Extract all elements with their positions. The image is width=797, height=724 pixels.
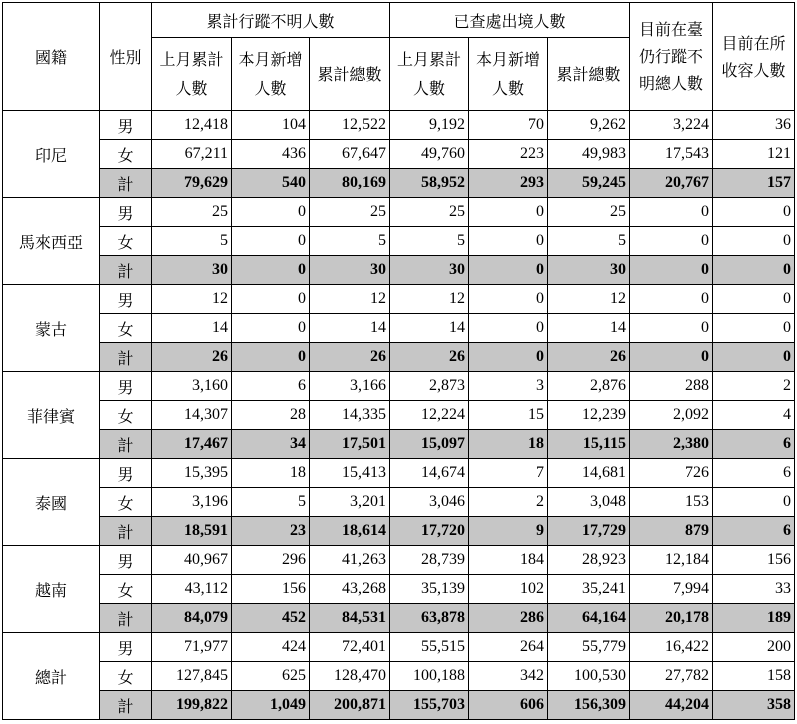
still-missing-cell: 20,178: [630, 604, 713, 633]
nationality-cell: 越南: [3, 546, 100, 633]
still-missing-cell: 2,092: [630, 401, 713, 430]
table-row: [3, 459, 795, 488]
departed-this-month-cell: 223: [469, 140, 548, 169]
departed-this-month-cell: 2: [469, 488, 548, 517]
still-missing-cell: 0: [630, 256, 713, 285]
departed-prev-month-cell: 14: [390, 314, 469, 343]
table-row: [3, 604, 795, 633]
sex-cell: 男: [100, 459, 152, 488]
missing-prev-month-cell: 17,467: [152, 430, 232, 459]
detained-cell: 157: [713, 169, 795, 198]
missing-cumulative-cell: 72,401: [310, 633, 390, 662]
departed-cumulative-cell: 100,530: [548, 662, 630, 691]
missing-cumulative-cell: 14,335: [310, 401, 390, 430]
missing-prev-month-cell: 14,307: [152, 401, 232, 430]
sex-cell: 男: [100, 633, 152, 662]
still-missing-cell: 0: [630, 227, 713, 256]
missing-cumulative-cell: 26: [310, 343, 390, 372]
still-missing-cell: 0: [630, 285, 713, 314]
table-row: [3, 111, 795, 140]
header-departed-this-month: 本月新增人數: [469, 38, 548, 111]
departed-this-month-cell: 342: [469, 662, 548, 691]
departed-prev-month-cell: 26: [390, 343, 469, 372]
departed-prev-month-cell: 17,720: [390, 517, 469, 546]
detained-cell: 33: [713, 575, 795, 604]
still-missing-cell: 17,543: [630, 140, 713, 169]
departed-this-month-cell: 0: [469, 256, 548, 285]
table-body: [3, 111, 795, 720]
nationality-cell: 印尼: [3, 111, 100, 198]
table-row: [3, 227, 795, 256]
table-row: [3, 401, 795, 430]
sex-cell: 男: [100, 285, 152, 314]
header-departed-prev-month: 上月累計人數: [390, 38, 469, 111]
detained-cell: 189: [713, 604, 795, 633]
sex-cell: 男: [100, 111, 152, 140]
still-missing-cell: 0: [630, 314, 713, 343]
departed-prev-month-cell: 155,703: [390, 691, 469, 720]
detained-cell: 0: [713, 343, 795, 372]
departed-prev-month-cell: 100,188: [390, 662, 469, 691]
missing-cumulative-cell: 25: [310, 198, 390, 227]
missing-this-month-cell: 0: [232, 285, 310, 314]
departed-cumulative-cell: 26: [548, 343, 630, 372]
missing-this-month-cell: 104: [232, 111, 310, 140]
departed-cumulative-cell: 5: [548, 227, 630, 256]
departed-prev-month-cell: 25: [390, 198, 469, 227]
missing-cumulative-cell: 5: [310, 227, 390, 256]
sex-cell: 女: [100, 575, 152, 604]
departed-cumulative-cell: 3,048: [548, 488, 630, 517]
departed-this-month-cell: 18: [469, 430, 548, 459]
sex-cell: 男: [100, 546, 152, 575]
missing-prev-month-cell: 199,822: [152, 691, 232, 720]
detained-cell: 0: [713, 314, 795, 343]
missing-cumulative-cell: 14: [310, 314, 390, 343]
table-row: [3, 140, 795, 169]
detained-cell: 4: [713, 401, 795, 430]
missing-prev-month-cell: 26: [152, 343, 232, 372]
departed-cumulative-cell: 14: [548, 314, 630, 343]
detained-cell: 200: [713, 633, 795, 662]
departed-prev-month-cell: 55,515: [390, 633, 469, 662]
missing-cumulative-cell: 41,263: [310, 546, 390, 575]
departed-this-month-cell: 0: [469, 227, 548, 256]
header-missing-this-month: 本月新增人數: [232, 38, 310, 111]
missing-cumulative-cell: 12: [310, 285, 390, 314]
departed-cumulative-cell: 12: [548, 285, 630, 314]
header-detained: 目前在所收容人數: [713, 3, 795, 111]
missing-this-month-cell: 0: [232, 198, 310, 227]
sex-cell: 女: [100, 227, 152, 256]
still-missing-cell: 16,422: [630, 633, 713, 662]
departed-prev-month-cell: 28,739: [390, 546, 469, 575]
detained-cell: 0: [713, 488, 795, 517]
missing-prev-month-cell: 14: [152, 314, 232, 343]
sex-cell: 女: [100, 314, 152, 343]
missing-this-month-cell: 1,049: [232, 691, 310, 720]
departed-this-month-cell: 7: [469, 459, 548, 488]
missing-cumulative-cell: 12,522: [310, 111, 390, 140]
missing-cumulative-cell: 3,201: [310, 488, 390, 517]
table-row: [3, 488, 795, 517]
sex-cell: 女: [100, 488, 152, 517]
missing-prev-month-cell: 3,160: [152, 372, 232, 401]
still-missing-cell: 288: [630, 372, 713, 401]
table-row: [3, 517, 795, 546]
detained-cell: 0: [713, 256, 795, 285]
missing-cumulative-cell: 17,501: [310, 430, 390, 459]
departed-cumulative-cell: 59,245: [548, 169, 630, 198]
missing-this-month-cell: 23: [232, 517, 310, 546]
table-row: [3, 169, 795, 198]
detained-cell: 358: [713, 691, 795, 720]
still-missing-cell: 27,782: [630, 662, 713, 691]
departed-prev-month-cell: 9,192: [390, 111, 469, 140]
missing-prev-month-cell: 30: [152, 256, 232, 285]
departed-this-month-cell: 70: [469, 111, 548, 140]
departed-prev-month-cell: 3,046: [390, 488, 469, 517]
table-row: [3, 575, 795, 604]
table-row: [3, 314, 795, 343]
detained-cell: 6: [713, 459, 795, 488]
missing-prev-month-cell: 84,079: [152, 604, 232, 633]
sex-cell: 男: [100, 198, 152, 227]
missing-this-month-cell: 540: [232, 169, 310, 198]
sex-cell: 計: [100, 604, 152, 633]
missing-this-month-cell: 0: [232, 256, 310, 285]
departed-this-month-cell: 0: [469, 343, 548, 372]
departed-prev-month-cell: 2,873: [390, 372, 469, 401]
still-missing-cell: 44,204: [630, 691, 713, 720]
departed-cumulative-cell: 9,262: [548, 111, 630, 140]
departed-prev-month-cell: 12,224: [390, 401, 469, 430]
departed-cumulative-cell: 28,923: [548, 546, 630, 575]
missing-cumulative-cell: 200,871: [310, 691, 390, 720]
sex-cell: 女: [100, 140, 152, 169]
missing-prev-month-cell: 43,112: [152, 575, 232, 604]
sex-cell: 計: [100, 343, 152, 372]
missing-prev-month-cell: 25: [152, 198, 232, 227]
departed-cumulative-cell: 49,983: [548, 140, 630, 169]
missing-prev-month-cell: 18,591: [152, 517, 232, 546]
table-row: [3, 198, 795, 227]
header-still-missing: 目前在臺仍行蹤不明總人數: [630, 3, 713, 111]
nationality-cell: 蒙古: [3, 285, 100, 372]
missing-cumulative-cell: 15,413: [310, 459, 390, 488]
departed-cumulative-cell: 30: [548, 256, 630, 285]
sex-cell: 計: [100, 517, 152, 546]
departed-this-month-cell: 9: [469, 517, 548, 546]
table-row: [3, 372, 795, 401]
table-row: [3, 691, 795, 720]
missing-prev-month-cell: 15,395: [152, 459, 232, 488]
missing-prev-month-cell: 3,196: [152, 488, 232, 517]
departed-prev-month-cell: 63,878: [390, 604, 469, 633]
departed-this-month-cell: 264: [469, 633, 548, 662]
detained-cell: 2: [713, 372, 795, 401]
still-missing-cell: 12,184: [630, 546, 713, 575]
departed-cumulative-cell: 156,309: [548, 691, 630, 720]
missing-prev-month-cell: 67,211: [152, 140, 232, 169]
missing-cumulative-cell: 3,166: [310, 372, 390, 401]
departed-this-month-cell: 3: [469, 372, 548, 401]
table-row: [3, 285, 795, 314]
sex-cell: 女: [100, 662, 152, 691]
missing-this-month-cell: 0: [232, 343, 310, 372]
departed-prev-month-cell: 14,674: [390, 459, 469, 488]
detained-cell: 121: [713, 140, 795, 169]
departed-cumulative-cell: 55,779: [548, 633, 630, 662]
departed-cumulative-cell: 25: [548, 198, 630, 227]
header-sex: 性別: [100, 3, 152, 111]
detained-cell: 158: [713, 662, 795, 691]
nationality-cell: 馬來西亞: [3, 198, 100, 285]
departed-this-month-cell: 0: [469, 285, 548, 314]
still-missing-cell: 3,224: [630, 111, 713, 140]
still-missing-cell: 153: [630, 488, 713, 517]
sex-cell: 女: [100, 401, 152, 430]
departed-this-month-cell: 15: [469, 401, 548, 430]
departed-this-month-cell: 184: [469, 546, 548, 575]
detained-cell: 6: [713, 517, 795, 546]
missing-this-month-cell: 625: [232, 662, 310, 691]
still-missing-cell: 20,767: [630, 169, 713, 198]
missing-this-month-cell: 34: [232, 430, 310, 459]
missing-this-month-cell: 6: [232, 372, 310, 401]
still-missing-cell: 7,994: [630, 575, 713, 604]
missing-cumulative-cell: 84,531: [310, 604, 390, 633]
departed-this-month-cell: 102: [469, 575, 548, 604]
missing-prev-month-cell: 79,629: [152, 169, 232, 198]
departed-prev-month-cell: 5: [390, 227, 469, 256]
detained-cell: 6: [713, 430, 795, 459]
detained-cell: 0: [713, 227, 795, 256]
nationality-cell: 菲律賓: [3, 372, 100, 459]
departed-cumulative-cell: 17,729: [548, 517, 630, 546]
missing-prev-month-cell: 5: [152, 227, 232, 256]
header-nationality: 國籍: [3, 3, 100, 111]
departed-prev-month-cell: 15,097: [390, 430, 469, 459]
missing-this-month-cell: 424: [232, 633, 310, 662]
missing-cumulative-cell: 43,268: [310, 575, 390, 604]
departed-prev-month-cell: 49,760: [390, 140, 469, 169]
table-row: [3, 256, 795, 285]
departed-prev-month-cell: 12: [390, 285, 469, 314]
sex-cell: 計: [100, 169, 152, 198]
missing-cumulative-cell: 80,169: [310, 169, 390, 198]
departed-cumulative-cell: 12,239: [548, 401, 630, 430]
still-missing-cell: 0: [630, 343, 713, 372]
table-row: [3, 662, 795, 691]
missing-cumulative-cell: 30: [310, 256, 390, 285]
detained-cell: 0: [713, 198, 795, 227]
header-missing-prev-month: 上月累計人數: [152, 38, 232, 111]
still-missing-cell: 2,380: [630, 430, 713, 459]
detained-cell: 0: [713, 285, 795, 314]
sex-cell: 男: [100, 372, 152, 401]
missing-prev-month-cell: 12,418: [152, 111, 232, 140]
detained-cell: 156: [713, 546, 795, 575]
still-missing-cell: 726: [630, 459, 713, 488]
departed-cumulative-cell: 2,876: [548, 372, 630, 401]
departed-this-month-cell: 293: [469, 169, 548, 198]
still-missing-cell: 879: [630, 517, 713, 546]
departed-cumulative-cell: 35,241: [548, 575, 630, 604]
departed-cumulative-cell: 64,164: [548, 604, 630, 633]
missing-cumulative-cell: 18,614: [310, 517, 390, 546]
header-group-departed: 已查處出境人數: [390, 3, 630, 38]
header-missing-cumulative: 累計總數: [310, 38, 390, 111]
missing-cumulative-cell: 67,647: [310, 140, 390, 169]
departed-prev-month-cell: 35,139: [390, 575, 469, 604]
table-row: [3, 430, 795, 459]
sex-cell: 計: [100, 430, 152, 459]
missing-this-month-cell: 436: [232, 140, 310, 169]
missing-cumulative-cell: 128,470: [310, 662, 390, 691]
missing-this-month-cell: 28: [232, 401, 310, 430]
detained-cell: 36: [713, 111, 795, 140]
missing-this-month-cell: 0: [232, 227, 310, 256]
missing-prev-month-cell: 71,977: [152, 633, 232, 662]
table-row: [3, 343, 795, 372]
still-missing-cell: 0: [630, 198, 713, 227]
missing-prev-month-cell: 12: [152, 285, 232, 314]
departed-cumulative-cell: 15,115: [548, 430, 630, 459]
missing-this-month-cell: 156: [232, 575, 310, 604]
departed-this-month-cell: 606: [469, 691, 548, 720]
missing-workers-table: [2, 2, 795, 720]
missing-prev-month-cell: 127,845: [152, 662, 232, 691]
table-row: [3, 633, 795, 662]
departed-cumulative-cell: 14,681: [548, 459, 630, 488]
nationality-cell: 總計: [3, 633, 100, 720]
header-group-missing: 累計行蹤不明人數: [152, 3, 390, 38]
missing-this-month-cell: 0: [232, 314, 310, 343]
departed-prev-month-cell: 30: [390, 256, 469, 285]
missing-prev-month-cell: 40,967: [152, 546, 232, 575]
departed-prev-month-cell: 58,952: [390, 169, 469, 198]
departed-this-month-cell: 0: [469, 314, 548, 343]
departed-this-month-cell: 0: [469, 198, 548, 227]
missing-this-month-cell: 5: [232, 488, 310, 517]
header-departed-cumulative: 累計總數: [548, 38, 630, 111]
sex-cell: 計: [100, 256, 152, 285]
table-row: [3, 546, 795, 575]
departed-this-month-cell: 286: [469, 604, 548, 633]
missing-this-month-cell: 18: [232, 459, 310, 488]
nationality-cell: 泰國: [3, 459, 100, 546]
missing-this-month-cell: 296: [232, 546, 310, 575]
missing-this-month-cell: 452: [232, 604, 310, 633]
sex-cell: 計: [100, 691, 152, 720]
